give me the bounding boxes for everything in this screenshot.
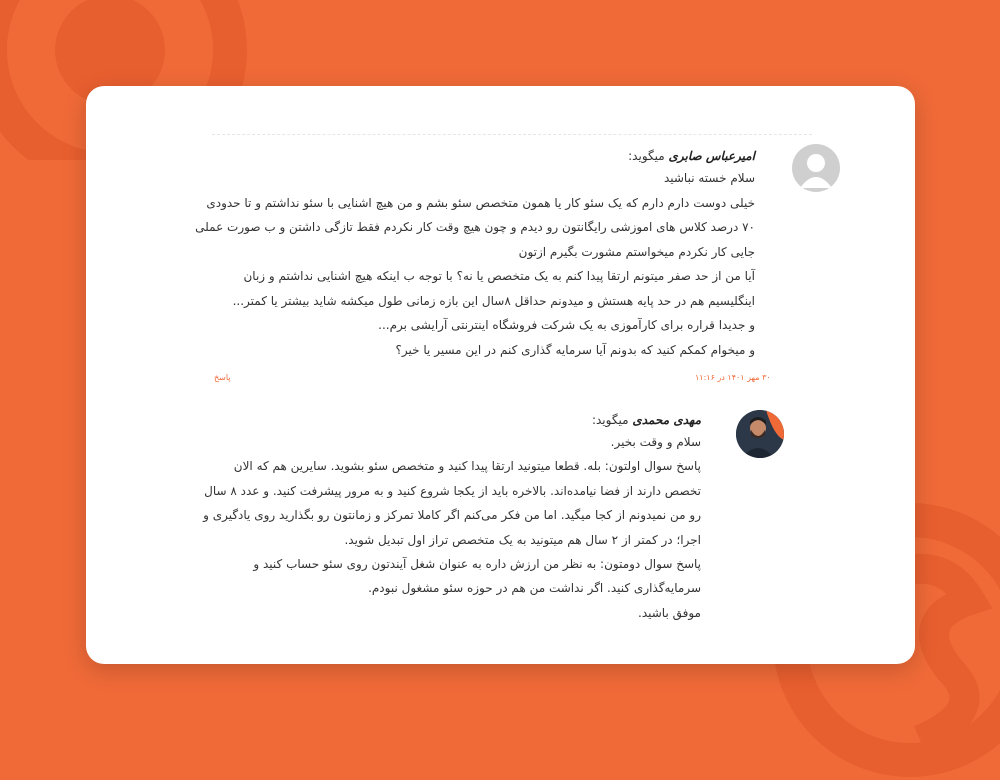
comment-text-line: ۷۰ درصد کلاس های اموزشی رایگانتون رو دیدم و چون هیچ وقت کار نکردم فقط تازگی داشتن و ب صورت عملی bbox=[195, 220, 755, 234]
comment-text-line: اجرا؛ در کمتر از ۲ سال هم میتونید به یک متخصص تراز اول تبدیل شوید. bbox=[344, 532, 701, 547]
comment-says: میگوید: bbox=[628, 149, 665, 163]
comments-card bbox=[86, 86, 915, 664]
comment-author-name[interactable]: مهدی محمدی bbox=[632, 413, 701, 427]
comment-text-line: سلام و وقت بخیر. bbox=[610, 435, 701, 449]
comment-author-line bbox=[195, 146, 755, 166]
divider bbox=[212, 134, 812, 135]
comment-text-line: پاسخ سوال دومتون: به نظر من ارزش داره به عنوان شغل آیندتون روی سئو حساب کنید و bbox=[253, 557, 701, 572]
comment-2 bbox=[181, 410, 701, 625]
comment-text-line: موفق باشید. bbox=[638, 605, 701, 620]
comment-author-name[interactable]: امیرعباس صابری bbox=[668, 149, 755, 163]
default-user-icon bbox=[792, 144, 840, 192]
comment-1 bbox=[195, 146, 755, 362]
comment-text-line: سرمایه‌گذاری کنید. اگر نداشت من هم در حوزه سئو مشغول نبودم. bbox=[368, 581, 701, 596]
comment-text-line: و جدیدا قراره برای کارآموزی به یک شرکت فروشگاه اینترنتی آرایشی برم... bbox=[378, 318, 755, 332]
comment-text-line: اینگلیسیم هم در حد پایه هستش و میدونم حداقل ۸سال این بازه زمانی طول میکشه شاید بیشتر یا کمتر... bbox=[232, 293, 755, 308]
comment-text-line: تخصص دارند از فضا نیامده‌اند. بالاخره باید از یکجا شروع کنید و به مرور پیشرفت کنید. و عدد ۸ سال bbox=[204, 483, 701, 498]
comment-text-line: خیلی دوست دارم دارم که یک سئو کار یا همون متخصص سئو بشم و من هیچ اشنایی با سئو نداشتم و تا حدودی bbox=[206, 195, 755, 210]
comment-says: میگوید: bbox=[591, 413, 629, 427]
comment-text-line: جایی کار نکردم میخواستم مشورت بگیرم ازتون bbox=[518, 244, 755, 259]
author-photo bbox=[736, 410, 784, 458]
comment-text-line: آیا من از حد صفر میتونم ارتقا پیدا کنم به یک متخصص یا نه؟ با توجه ب اینکه هیچ اشنایی نداشتم و زبان bbox=[243, 269, 755, 283]
comment-text-line: و میخوام کمکم کنید که بدونم آیا سرمایه گذاری کنم در این مسیر یا خیر؟ bbox=[395, 342, 755, 357]
comment-text-line: پاسخ سوال اولتون: بله. قطعا میتونید ارتقا پیدا کنید و متخصص سئو بشوید. سایرین هم که الان bbox=[233, 459, 701, 474]
comment-text-line: سلام خسته نباشید bbox=[663, 171, 755, 185]
comment-author-line bbox=[181, 410, 701, 430]
reply-link[interactable]: پاسخ bbox=[214, 373, 231, 382]
comment-text-line: رو من نمیدونم از کجا میگید. اما من فکر می‌کنم اگر کاملا تمرکز و زمانتون رو بگذارید روی یادگیری و bbox=[203, 508, 701, 523]
comment-date-link[interactable]: ۳۰ مهر ۱۴۰۱ در ۱۱:۱۶ bbox=[695, 373, 771, 382]
